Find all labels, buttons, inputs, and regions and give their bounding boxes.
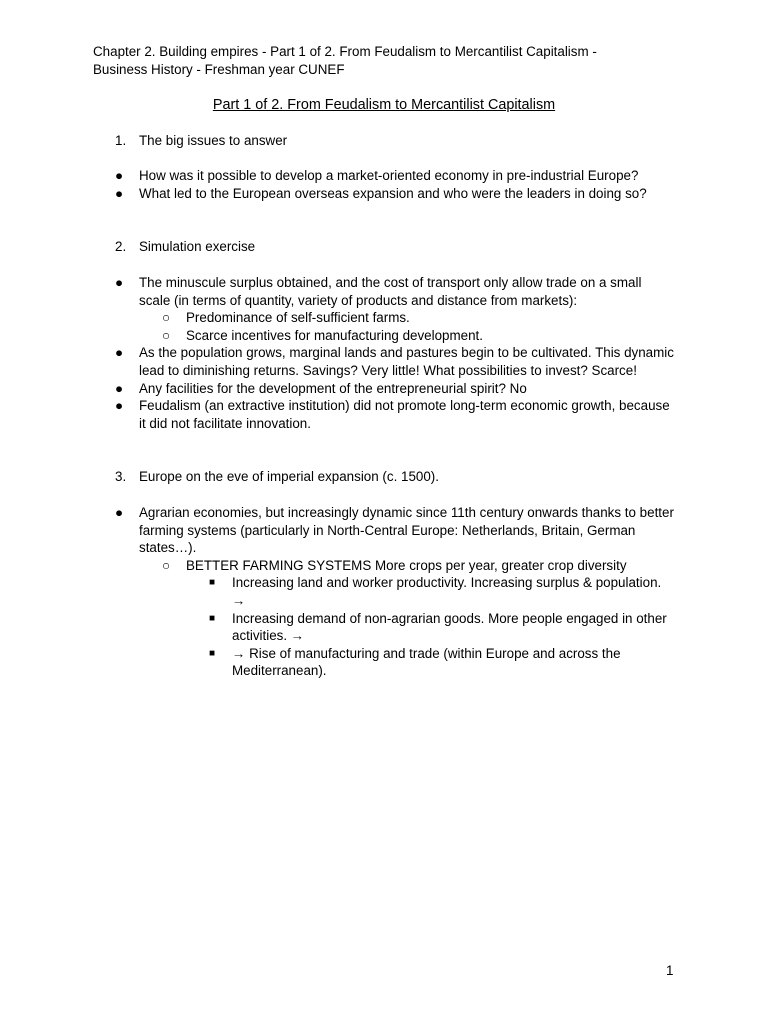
- circle-marker: ○: [162, 557, 171, 573]
- list-item: ● As the population grows, marginal lands and pastures begin to be cultivated. This dynamic lead to diminishing returns. Savings? Very little! What possibilities to invest? Scarce!: [115, 345, 674, 378]
- bullet-list-2: [115, 274, 675, 432]
- section-number: 2.: [115, 239, 127, 254]
- bullet-list-1: [115, 167, 675, 202]
- section-title: The big issues to answer: [139, 133, 288, 148]
- square-marker: ■: [209, 577, 216, 589]
- document-header: Chapter 2. Building empires - Part 1 of 2. From Feudalism to Mercantilist Capitalism - Business History - Freshman year CUNEF: [93, 44, 597, 77]
- circle-marker: ○: [162, 310, 171, 326]
- section-title: Simulation exercise: [139, 239, 256, 254]
- section-heading-1: [115, 132, 675, 150]
- list-item: ● How was it possible to develop a market-oriented economy in pre-industrial Europe?: [115, 168, 639, 183]
- square-marker: ■: [209, 612, 216, 624]
- section-title: Europe on the eve of imperial expansion (c. 1500).: [139, 469, 439, 484]
- bullet-marker: ●: [115, 275, 124, 290]
- section-heading-3: [115, 468, 675, 486]
- bullet-marker: ●: [115, 345, 124, 361]
- bullet-list-3: [115, 504, 675, 680]
- square-marker: ■: [209, 647, 216, 659]
- section-heading-2: [115, 238, 675, 256]
- list-item: ■ Increasing land and worker productivity. Increasing surplus & population. →: [209, 575, 662, 608]
- bullet-marker: ●: [115, 505, 124, 520]
- list-item: ○ Predominance of self-sufficient farms.: [162, 310, 410, 326]
- list-item: ● Any facilities for the development of the entrepreneurial spirit? No: [115, 380, 527, 396]
- section-number: 3.: [115, 469, 127, 484]
- page-title: Part 1 of 2. From Feudalism to Mercantilist Capitalism: [212, 97, 556, 113]
- list-item: ○ BETTER FARMING SYSTEMS More crops per year, greater crop diversity: [162, 557, 627, 573]
- list-item: ■ Increasing demand of non-agrarian goods. More people engaged in other activities. →: [209, 610, 667, 644]
- section-number: 1.: [115, 133, 127, 148]
- list-item: ● The minuscule surplus obtained, and the cost of transport only allow trade on a small scale (in terms of quantity, variety of products and distance from markets):: [115, 275, 642, 308]
- bullet-marker: ●: [115, 185, 124, 201]
- page-number: 1: [666, 963, 674, 978]
- list-item: ○ Scarce incentives for manufacturing development.: [162, 327, 483, 343]
- bullet-marker: ●: [115, 380, 124, 396]
- bullet-marker: ●: [115, 398, 124, 414]
- circle-marker: ○: [162, 327, 171, 343]
- list-item: ■ → Rise of manufacturing and trade (within Europe and across the Mediterranean).: [209, 645, 621, 679]
- list-item: ● Feudalism (an extractive institution) did not promote long-term economic growth, because it did not facilitate innovation.: [115, 398, 670, 431]
- bullet-marker: ●: [115, 168, 124, 183]
- list-item: ● What led to the European overseas expansion and who were the leaders in doing so?: [115, 185, 647, 201]
- list-item: ● Agrarian economies, but increasingly dynamic since 11th century onwards thanks to better farming systems (particularly in North-Central Europe: Netherlands, Britain, German states…).: [115, 505, 674, 556]
